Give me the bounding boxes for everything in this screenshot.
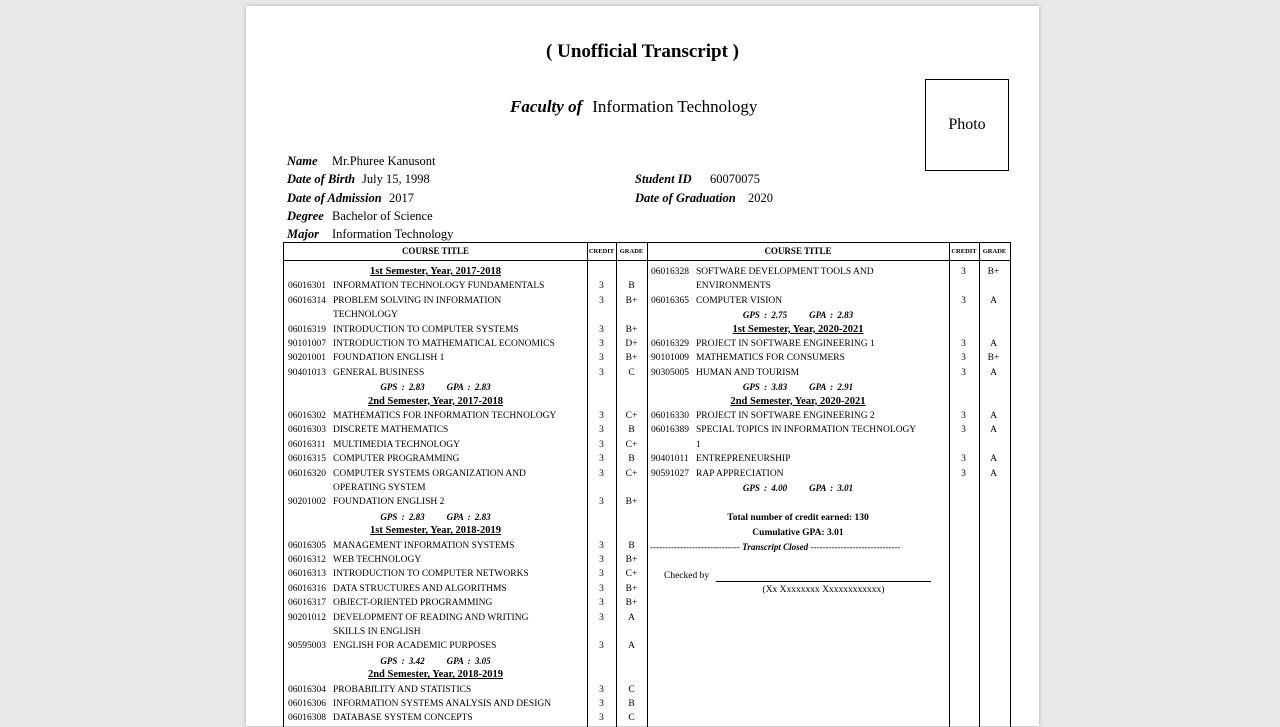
course-title: INFORMATION TECHNOLOGY FUNDAMENTALS bbox=[333, 281, 545, 292]
course-code: 06016308 bbox=[288, 713, 326, 724]
course-credit: 3 bbox=[599, 468, 604, 479]
course-title: ENVIRONMENTS bbox=[696, 281, 771, 292]
course-row bbox=[284, 351, 649, 365]
course-credit: 3 bbox=[599, 583, 604, 594]
course-grade: B+ bbox=[987, 267, 1000, 277]
transcript-page bbox=[246, 6, 1039, 726]
course-credit: 3 bbox=[599, 641, 604, 652]
course-code: 90101009 bbox=[651, 353, 689, 364]
gpa-value: GPA : 2.83 bbox=[809, 310, 854, 321]
course-grade: B+ bbox=[625, 324, 638, 335]
course-credit: 3 bbox=[599, 353, 604, 364]
course-title: HUMAN AND TOURISM bbox=[696, 367, 800, 378]
course-code: 06016328 bbox=[651, 267, 689, 277]
course-title-continuation bbox=[284, 625, 649, 639]
course-title: MANAGEMENT INFORMATION SYSTEMS bbox=[333, 540, 515, 551]
gps-value: GPS : 2.83 bbox=[380, 382, 425, 393]
course-grade: B+ bbox=[625, 295, 638, 306]
course-code: 06016330 bbox=[651, 411, 689, 421]
gps-value: GPS : 4.00 bbox=[742, 483, 788, 493]
gps-gpa-text bbox=[647, 481, 949, 495]
course-row bbox=[284, 452, 649, 466]
course-code: 06016301 bbox=[288, 281, 326, 292]
gpa-value: GPA : 3.05 bbox=[446, 655, 491, 666]
course-credit: 3 bbox=[599, 598, 604, 609]
course-credit: 3 bbox=[599, 540, 604, 551]
course-credit: 3 bbox=[599, 684, 604, 695]
course-grade: A bbox=[990, 411, 997, 421]
course-title: 1 bbox=[696, 439, 701, 450]
course-title: SKILLS IN ENGLISH bbox=[333, 627, 421, 637]
major-value: Information Technology bbox=[332, 227, 454, 241]
course-credit: 3 bbox=[961, 295, 966, 306]
course-row bbox=[284, 539, 649, 553]
gps-value: GPS : 2.83 bbox=[380, 511, 425, 522]
course-title: INFORMATION SYSTEMS ANALYSIS AND DESIGN bbox=[333, 699, 552, 709]
semester-heading bbox=[647, 323, 1011, 337]
course-code: 06016312 bbox=[288, 555, 326, 565]
course-grade: B bbox=[628, 425, 635, 436]
course-grade: B+ bbox=[625, 598, 638, 609]
gps-summary-row bbox=[647, 481, 1011, 495]
course-title: FOUNDATION ENGLISH 2 bbox=[333, 497, 445, 508]
left-grade-header: GRADE bbox=[619, 248, 644, 255]
course-code: 06016314 bbox=[288, 295, 326, 306]
course-grade: D+ bbox=[625, 339, 638, 349]
course-credit: 3 bbox=[961, 425, 966, 436]
semester-heading bbox=[647, 395, 1011, 409]
course-row bbox=[284, 697, 649, 711]
course-code: 90201012 bbox=[288, 612, 326, 623]
course-code: 06016303 bbox=[288, 425, 326, 436]
course-title: FOUNDATION ENGLISH 1 bbox=[333, 353, 445, 364]
course-title: RAP APPRECIATION bbox=[696, 468, 784, 479]
course-grade: A bbox=[990, 295, 997, 306]
course-credit: 3 bbox=[599, 439, 604, 450]
admission-value: 2017 bbox=[389, 191, 414, 205]
course-grade: A bbox=[628, 612, 635, 623]
course-title: OBJECT-ORIENTED PROGRAMMING bbox=[333, 598, 493, 609]
course-row bbox=[647, 294, 1011, 308]
student-id-value: 60070075 bbox=[710, 172, 760, 186]
major-label: Major bbox=[287, 227, 319, 241]
course-code: 06016304 bbox=[288, 684, 326, 695]
course-title: INTRODUCTION TO MATHEMATICAL ECONOMICS bbox=[333, 339, 555, 349]
course-grade: A bbox=[628, 641, 635, 652]
signature-line bbox=[716, 581, 931, 582]
course-row bbox=[284, 495, 649, 509]
gps-gpa-text bbox=[284, 380, 587, 394]
gpa-value: GPA : 2.91 bbox=[809, 382, 854, 393]
course-title: ENTREPRENEURSHIP bbox=[696, 454, 791, 465]
course-credit: 3 bbox=[599, 425, 604, 436]
gps-gpa-text bbox=[284, 510, 587, 524]
name-value: Mr.Phuree Kanusont bbox=[332, 154, 436, 168]
course-credit: 3 bbox=[599, 555, 604, 565]
course-row bbox=[284, 553, 649, 567]
course-title: OPERATING SYSTEM bbox=[333, 483, 426, 493]
gps-summary-row bbox=[647, 380, 1011, 394]
faculty-value: Information Technology bbox=[592, 97, 758, 116]
degree-label: Degree bbox=[287, 209, 324, 223]
course-credit: 3 bbox=[599, 497, 604, 508]
checked-by-label: Checked by bbox=[664, 571, 710, 581]
course-row bbox=[647, 467, 1011, 481]
course-credit: 3 bbox=[599, 367, 604, 378]
gps-summary-row bbox=[284, 380, 649, 394]
course-grade: A bbox=[990, 454, 997, 465]
course-credit: 3 bbox=[599, 612, 604, 623]
faculty-label: Faculty of bbox=[510, 97, 583, 116]
course-grade: B+ bbox=[987, 353, 1000, 364]
gps-gpa-text bbox=[647, 380, 949, 394]
course-credit: 3 bbox=[599, 324, 604, 335]
course-grade: B+ bbox=[625, 555, 638, 565]
semester-heading bbox=[284, 265, 649, 279]
course-credit: 3 bbox=[599, 281, 604, 292]
course-grade: C bbox=[628, 684, 635, 695]
course-row bbox=[284, 423, 649, 437]
course-title: COMPUTER SYSTEMS ORGANIZATION AND bbox=[333, 468, 526, 479]
course-grade: B+ bbox=[625, 497, 638, 508]
gps-value: GPS : 2.75 bbox=[742, 310, 788, 321]
course-grade: A bbox=[990, 425, 997, 436]
course-code: 90201001 bbox=[288, 353, 326, 364]
course-grade: C+ bbox=[625, 468, 638, 479]
header-divider bbox=[284, 260, 1010, 261]
course-grade: B+ bbox=[625, 353, 638, 364]
course-title: ENGLISH FOR ACADEMIC PURPOSES bbox=[333, 641, 497, 652]
course-row bbox=[284, 611, 649, 625]
course-row bbox=[647, 351, 1011, 365]
course-title: DEVELOPMENT OF READING AND WRITING bbox=[333, 612, 529, 623]
course-title: PROJECT IN SOFTWARE ENGINEERING 2 bbox=[696, 411, 875, 421]
cumulative-gpa: Cumulative GPA: 3.01 bbox=[752, 528, 844, 538]
semester-heading-text: 1st Semester, Year, 2018-2019 bbox=[370, 525, 501, 537]
course-credit: 3 bbox=[599, 454, 604, 465]
course-row bbox=[647, 452, 1011, 466]
course-code: 06016313 bbox=[288, 569, 326, 580]
course-row bbox=[647, 366, 1011, 380]
course-credit: 3 bbox=[961, 367, 966, 378]
course-code: 90101007 bbox=[288, 339, 326, 349]
course-grade: C+ bbox=[625, 411, 638, 421]
degree-value: Bachelor of Science bbox=[332, 209, 433, 223]
course-row bbox=[284, 279, 649, 293]
course-title: PROJECT IN SOFTWARE ENGINEERING 1 bbox=[696, 339, 875, 349]
faculty-line bbox=[510, 97, 757, 117]
course-title: SPECIAL TOPICS IN INFORMATION TECHNOLOGY bbox=[696, 425, 917, 436]
course-credit: 3 bbox=[599, 295, 604, 306]
right-credit-header: CREDIT bbox=[951, 248, 977, 255]
course-grade: C+ bbox=[625, 439, 638, 450]
course-grade: B bbox=[628, 540, 635, 551]
semester-heading-text: 1st Semester, Year, 2017-2018 bbox=[370, 266, 501, 277]
course-title: DATABASE SYSTEM CONCEPTS bbox=[333, 713, 473, 724]
course-row bbox=[284, 366, 649, 380]
course-grade: C bbox=[628, 367, 635, 378]
course-title: GENERAL BUSINESS bbox=[333, 367, 425, 378]
course-title: MATHEMATICS FOR CONSUMERS bbox=[696, 353, 845, 364]
total-credits: Total number of credit earned: 130 bbox=[727, 513, 869, 523]
semester-heading bbox=[284, 668, 649, 682]
course-title-continuation bbox=[284, 481, 649, 495]
course-grade: B bbox=[628, 699, 635, 709]
course-grade: B+ bbox=[625, 583, 638, 594]
closed-text: Transcript Closed bbox=[742, 542, 809, 552]
course-code: 06016317 bbox=[288, 598, 326, 609]
closed-dashes-left: ------------------------------ bbox=[650, 542, 740, 552]
course-code: 90401013 bbox=[288, 367, 326, 378]
degree-row bbox=[287, 209, 433, 224]
course-row bbox=[647, 265, 1011, 279]
course-code: 06016316 bbox=[288, 583, 326, 594]
semester-heading bbox=[284, 524, 649, 538]
dob-value: July 15, 1998 bbox=[362, 172, 430, 186]
course-title: DATA STRUCTURES AND ALGORITHMS bbox=[333, 583, 507, 594]
course-title: INTRODUCTION TO COMPUTER SYSTEMS bbox=[333, 324, 519, 335]
course-row bbox=[647, 337, 1011, 351]
gps-summary-row bbox=[284, 654, 649, 668]
course-title: COMPUTER VISION bbox=[696, 295, 783, 306]
gpa-value: GPA : 2.83 bbox=[446, 511, 491, 522]
course-title: MULTIMEDIA TECHNOLOGY bbox=[333, 439, 460, 450]
gps-value: GPS : 3.42 bbox=[380, 655, 425, 666]
course-grade: A bbox=[990, 339, 997, 349]
course-title: INTRODUCTION TO COMPUTER NETWORKS bbox=[333, 569, 529, 580]
course-row bbox=[284, 596, 649, 610]
course-code: 06016320 bbox=[288, 468, 326, 479]
course-title: DISCRETE MATHEMATICS bbox=[333, 425, 449, 436]
transcript-closed-line bbox=[650, 540, 900, 554]
course-title-continuation bbox=[647, 279, 1011, 293]
course-title: MATHEMATICS FOR INFORMATION TECHNOLOGY bbox=[333, 411, 557, 421]
course-code: 90595003 bbox=[288, 641, 326, 652]
course-credit: 3 bbox=[961, 339, 966, 349]
course-row bbox=[284, 438, 649, 452]
transcript-table bbox=[283, 242, 1011, 727]
signer-name: (Xx Xxxxxxxx Xxxxxxxxxxxx) bbox=[762, 585, 885, 595]
course-row bbox=[284, 711, 649, 725]
left-credit-header: CREDIT bbox=[588, 248, 615, 255]
course-row bbox=[284, 467, 649, 481]
course-title: PROBABILITY AND STATISTICS bbox=[333, 684, 472, 695]
course-credit: 3 bbox=[961, 267, 966, 277]
course-title: COMPUTER PROGRAMMING bbox=[333, 454, 460, 465]
gpa-value: GPA : 3.01 bbox=[809, 483, 854, 493]
course-grade: B bbox=[628, 281, 635, 292]
course-credit: 3 bbox=[961, 353, 966, 364]
page-title: ( Unofficial Transcript ) bbox=[546, 41, 739, 62]
course-row bbox=[647, 409, 1011, 423]
course-credit: 3 bbox=[599, 339, 604, 349]
course-code: 06016305 bbox=[288, 540, 326, 551]
course-row bbox=[284, 337, 649, 351]
course-title-continuation bbox=[647, 438, 1011, 452]
course-title: WEB TECHNOLOGY bbox=[333, 555, 422, 565]
course-title: TECHNOLOGY bbox=[333, 310, 398, 321]
course-code: 06016306 bbox=[288, 699, 326, 709]
gps-gpa-text bbox=[647, 308, 949, 322]
course-code: 90305005 bbox=[651, 367, 689, 378]
left-course-title-header: COURSE TITLE bbox=[401, 246, 470, 256]
dob-row bbox=[287, 172, 430, 187]
course-code: 06016315 bbox=[288, 454, 326, 465]
course-grade: A bbox=[990, 367, 997, 378]
gps-summary-row bbox=[284, 510, 649, 524]
student-id-label: Student ID bbox=[635, 172, 692, 186]
major-row bbox=[287, 227, 453, 242]
semester-heading-text: 2nd Semester, Year, 2020-2021 bbox=[730, 395, 866, 407]
right-grade-header: GRADE bbox=[982, 248, 1007, 255]
course-grade: C+ bbox=[625, 569, 638, 580]
dob-label: Date of Birth bbox=[287, 172, 356, 186]
course-row bbox=[284, 409, 649, 423]
semester-heading-text: 2nd Semester, Year, 2018-2019 bbox=[367, 669, 504, 681]
course-grade: C bbox=[628, 713, 635, 724]
course-credit: 3 bbox=[961, 468, 966, 479]
course-code: 90201002 bbox=[288, 497, 326, 508]
admission-row bbox=[287, 191, 414, 206]
graduation-label: Date of Graduation bbox=[635, 191, 736, 205]
graduation-value: 2020 bbox=[748, 191, 773, 205]
photo-box bbox=[925, 79, 1009, 171]
course-grade: B bbox=[628, 454, 635, 465]
course-code: 06016365 bbox=[651, 295, 689, 306]
course-title: PROBLEM SOLVING IN INFORMATION bbox=[333, 295, 502, 306]
course-credit: 3 bbox=[961, 411, 966, 421]
gpa-value: GPA : 2.83 bbox=[446, 382, 491, 393]
course-row bbox=[284, 323, 649, 337]
course-credit: 3 bbox=[599, 713, 604, 724]
course-code: 90401011 bbox=[651, 454, 689, 465]
name-row bbox=[287, 154, 435, 169]
course-row bbox=[647, 423, 1011, 437]
course-row bbox=[284, 683, 649, 697]
gps-summary-row bbox=[647, 308, 1011, 322]
course-grade: A bbox=[990, 468, 997, 479]
course-credit: 3 bbox=[599, 699, 604, 709]
course-code: 06016302 bbox=[288, 411, 326, 421]
graduation-row bbox=[635, 191, 773, 206]
semester-heading-text: 2nd Semester, Year, 2017-2018 bbox=[367, 395, 504, 407]
course-credit: 3 bbox=[961, 454, 966, 465]
course-title: SOFTWARE DEVELOPMENT TOOLS AND bbox=[696, 267, 874, 277]
course-code: 06016389 bbox=[651, 425, 689, 436]
course-title-continuation bbox=[284, 308, 649, 322]
course-row bbox=[284, 294, 649, 308]
course-credit: 3 bbox=[599, 411, 604, 421]
gps-value: GPS : 3.83 bbox=[742, 382, 788, 393]
right-course-title-header: COURSE TITLE bbox=[764, 246, 832, 256]
course-code: 06016319 bbox=[288, 324, 326, 335]
course-row bbox=[284, 567, 649, 581]
course-row bbox=[284, 639, 649, 653]
course-row bbox=[284, 582, 649, 596]
photo-label: Photo bbox=[948, 116, 986, 133]
course-code: 06016311 bbox=[288, 439, 326, 450]
name-label: Name bbox=[287, 154, 318, 168]
gps-gpa-text bbox=[284, 654, 587, 668]
course-code: 06016329 bbox=[651, 339, 689, 349]
course-credit: 3 bbox=[599, 569, 604, 580]
course-code: 90591027 bbox=[651, 468, 689, 479]
semester-heading bbox=[284, 395, 649, 409]
admission-label: Date of Admission bbox=[287, 191, 382, 205]
closed-dashes-right: ------------------------------ bbox=[810, 542, 901, 552]
student-id-row bbox=[635, 172, 760, 187]
semester-heading-text: 1st Semester, Year, 2020-2021 bbox=[732, 323, 864, 335]
